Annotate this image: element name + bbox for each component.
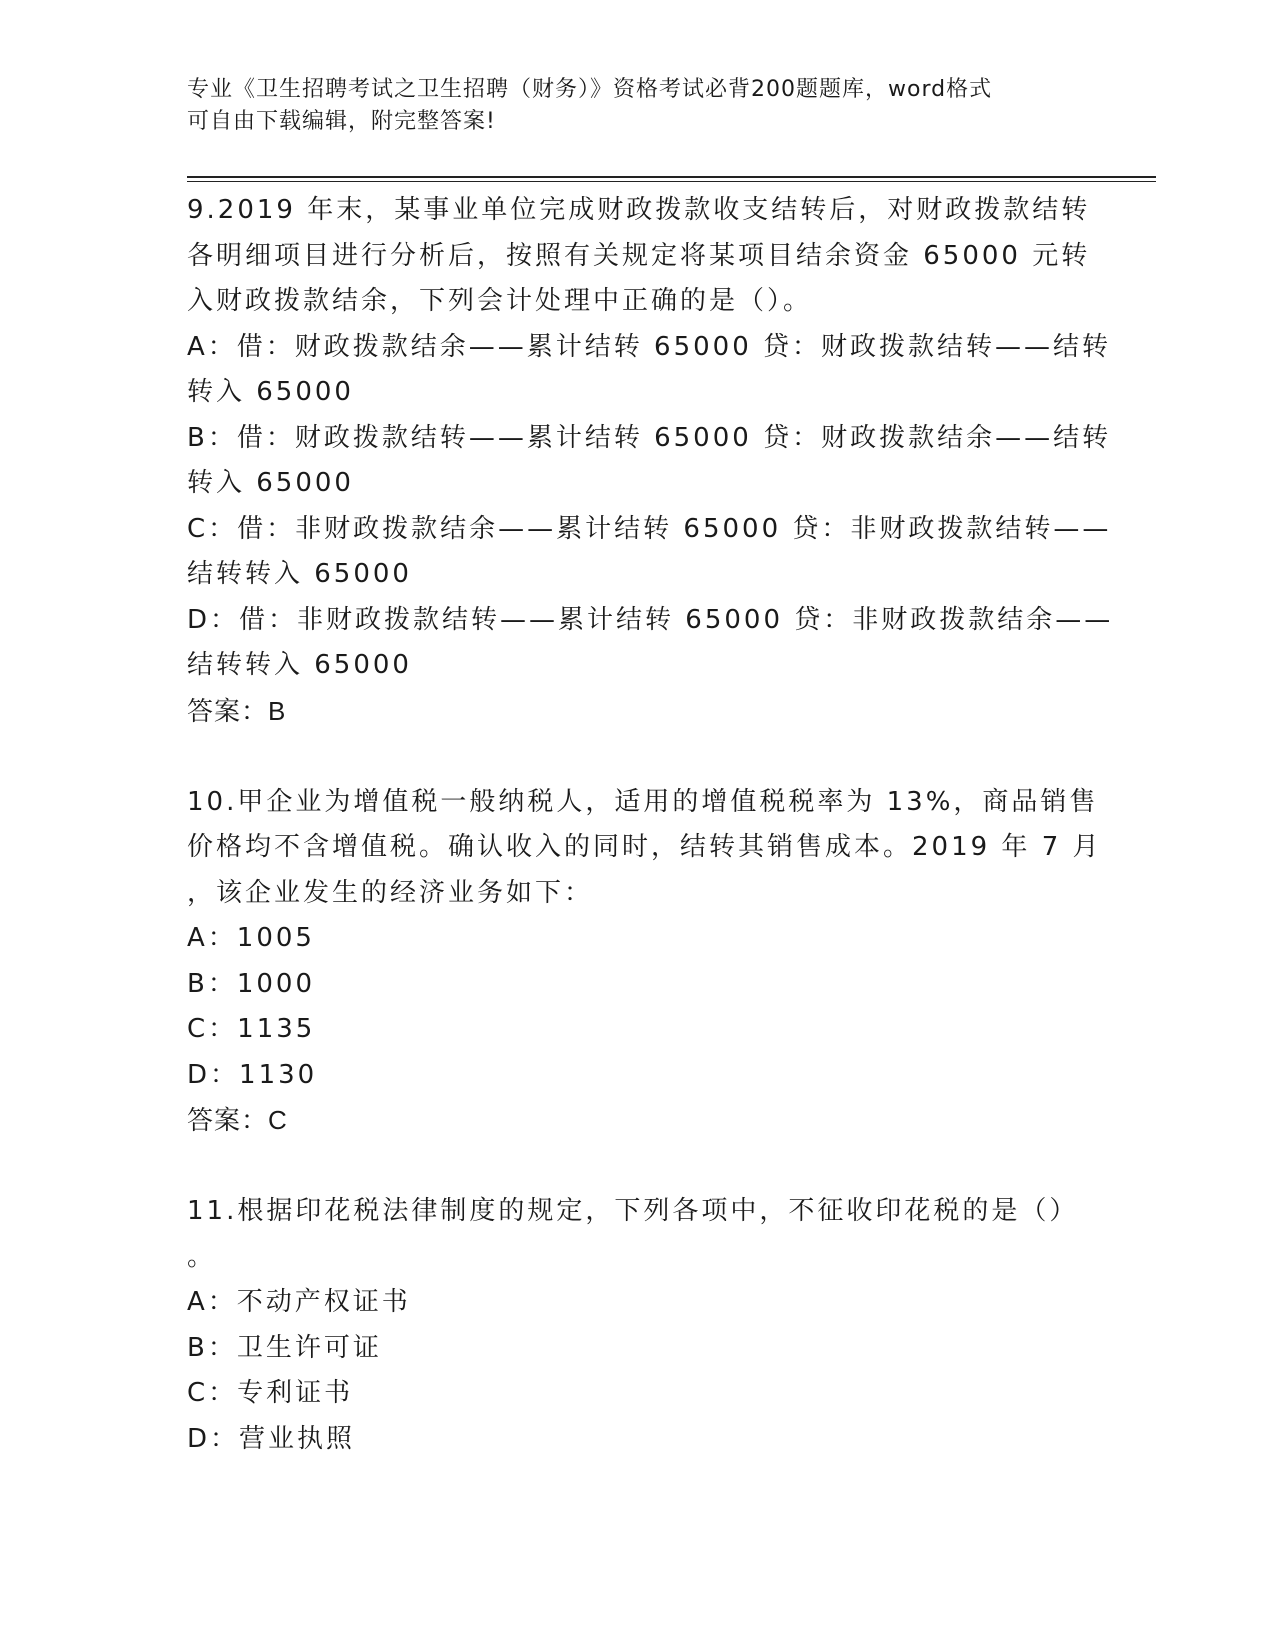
option-c: C：专利证书 <box>187 1378 354 1408</box>
option-d: D：借：非财政拨款结转——累计结转 65000 贷：非财政拨款结余—— <box>187 604 1114 635</box>
question-stem-line: 。 <box>187 1241 217 1272</box>
option-c: C：借：非财政拨款结余——累计结转 65000 贷：非财政拨款结转—— <box>187 513 1112 544</box>
question-spacer <box>187 1144 1087 1190</box>
option-d: D：1130 <box>187 1059 318 1090</box>
question-stem-line: 各明细项目进行分析后，按照有关规定将某项目结余资金 65000 元转 <box>187 240 1091 271</box>
option-b-continued: 转入 65000 <box>187 468 354 498</box>
option-c-continued: 结转转入 65000 <box>187 559 412 589</box>
option-d-continued: 结转转入 65000 <box>187 650 412 680</box>
question-10 <box>187 780 1102 1144</box>
option-a: A：借：财政拨款结余——累计结转 65000 贷：财政拨款结转——结转 <box>187 331 1112 362</box>
option-d: D：营业执照 <box>187 1423 356 1454</box>
question-11 <box>187 1189 1087 1462</box>
question-stem-line: 11.根据印花税法律制度的规定，下列各项中，不征收印花税的是（） <box>187 1196 1079 1226</box>
option-a-continued: 转入 65000 <box>187 377 354 407</box>
header-title-line-1: 专业《卫生招聘考试之卫生招聘（财务）》资格考试必背200题题库，word格式 <box>187 77 993 102</box>
document-header <box>187 74 1077 138</box>
question-stem-line: 价格均不含增值税。确认收入的同时，结转其销售成本。2019 年 7 月 <box>187 832 1102 862</box>
option-a: A：不动产权证书 <box>187 1287 411 1317</box>
option-b: B：卫生许可证 <box>187 1332 382 1363</box>
header-divider-thin <box>187 181 1156 182</box>
question-stem-line: 10.甲企业为增值税一般纳税人，适用的增值税税率为 13%，商品销售 <box>187 786 1099 817</box>
option-a: A：1005 <box>187 923 315 953</box>
option-b: B：1000 <box>187 968 316 999</box>
option-b: B：借：财政拨款结转——累计结转 65000 贷：财政拨款结余——结转 <box>187 422 1112 453</box>
answer-label: 答案：C <box>187 1105 288 1135</box>
question-spacer <box>187 734 1087 780</box>
header-title-line-2: 可自由下载编辑，附完整答案! <box>187 109 496 134</box>
question-9 <box>187 188 1114 734</box>
answer-label: 答案：B <box>187 695 287 726</box>
question-list <box>187 188 1114 1462</box>
header-divider-thick <box>187 176 1156 178</box>
question-stem-line: 入财政拨款结余，下列会计处理中正确的是（）。 <box>187 286 813 316</box>
option-c: C：1135 <box>187 1014 316 1044</box>
question-stem-line: 9.2019 年末，某事业单位完成财政拨款收支结转后，对财政拨款结转 <box>187 195 1091 225</box>
question-stem-line: ，该企业发生的经济业务如下： <box>187 877 594 908</box>
